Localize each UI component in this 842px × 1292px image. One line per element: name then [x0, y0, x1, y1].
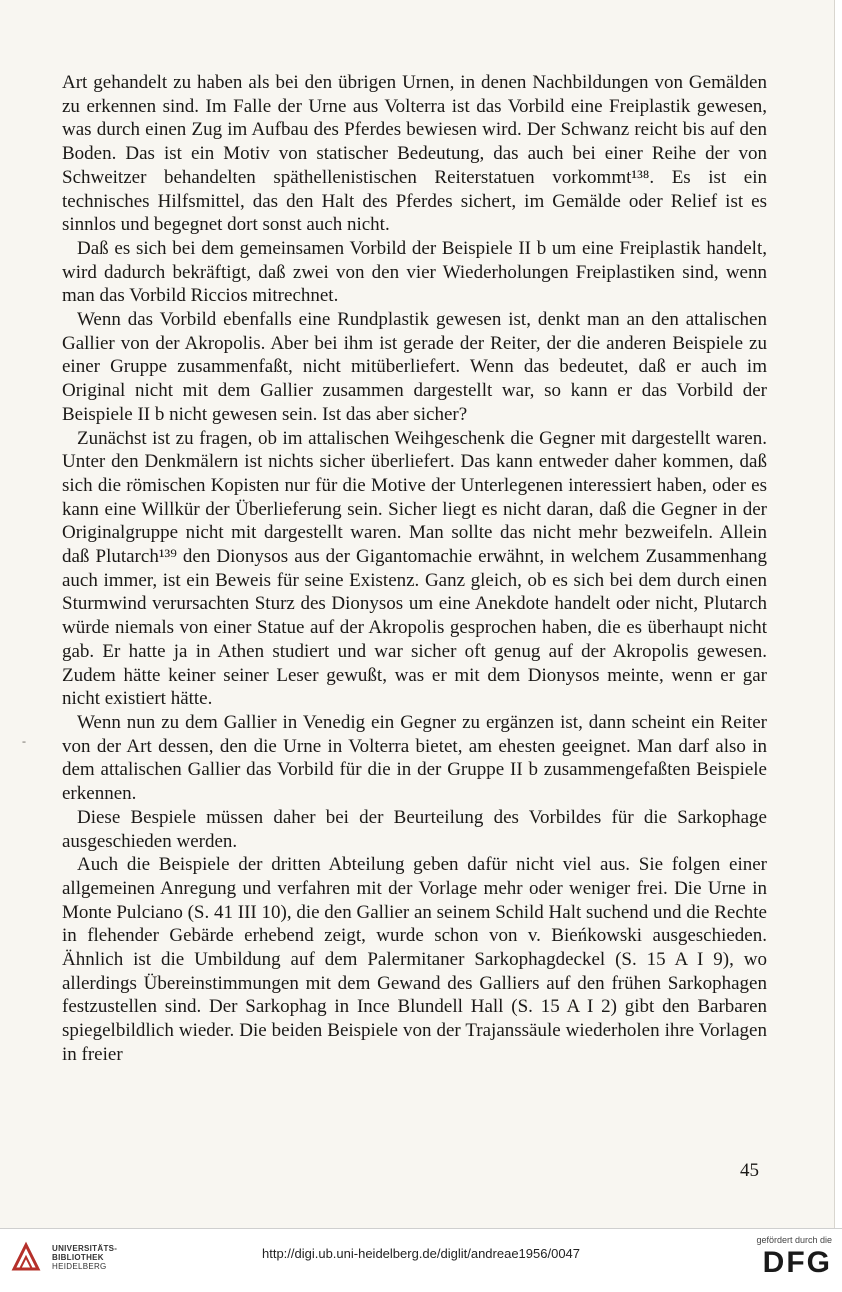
dfg-logo: DFG — [762, 1246, 832, 1279]
logo-line: BIBLIOTHEK — [52, 1252, 104, 1262]
paragraph: Diese Bespiele müssen daher bei der Beurteilung des Vorbildes für die Sarkophage ausgeschieden werden. — [62, 806, 767, 852]
university-library-logo[interactable] — [8, 1239, 117, 1275]
margin-mark: - — [22, 734, 26, 748]
page-number: 45 — [740, 1160, 759, 1181]
paragraph: Wenn das Vorbild ebenfalls eine Rundplastik gewesen ist, denkt man an den attalischen Gallier von der Akropolis. Aber bei ihm ist gerade der Reiter, der die anderen Beispiele zu einer Gruppe zusammenfaßt, nicht mitüberliefert. Wenn das bedeutet, daß er auch im Original nicht mit dem Gallier zusammen dargestellt war, so kann er das Vorbild der Beispiele II b nicht gewesen sein. Ist das aber sicher? — [62, 309, 767, 425]
document-url-link[interactable]: http://digi.ub.uni-heidelberg.de/diglit/andreae1956/0047 — [261, 1246, 581, 1261]
paragraph: Auch die Beispiele der dritten Abteilung geben dafür nicht viel aus. Sie folgen einer allgemeinen Anregung und verfahren mit der Vorlage mehr oder weniger frei. Die Urne in Monte Pulciano (S. 41 III 10), die den Gallier an seinem Schild Halt suchend und die Rechte in flehender Gebärde erhebend zeigt, wurde schon von v. Bieńkowski ausgeschieden. Ähnlich ist die Umbildung auf dem Palermitaner Sarkophagdeckel (S. 15 A I 9), wo allerdings Übereinstimmungen mit dem Gewand des Galliers auf den frühen Sarkophagen festzustellen sind. Der Sarkophag in Ince Blundell Hall (S. 15 A I 2) gibt den Barbaren spiegelbildlich wieder. Die beiden Beispiele von der Trajanssäule wiederholen ihre Vorlagen in freier — [62, 854, 767, 1065]
paragraph: Zunächst ist zu fragen, ob im attalischen Weihgeschenk die Gegner mit dargestellt waren. Unter den Denkmälern ist nichts sicher überliefert. Das kann entweder daher kommen, daß sich die römischen Kopisten nur für die Motive der Unterlegenen interessiert haben, oder es kann eine Willkür der Überlieferung sein. Sicher liegt es nicht daran, daß die Gegner in der Originalgruppe nicht mit dargestellt waren. Man sollte das nicht mehr bezweifeln. Allein daß Plutarch¹³⁹ den Dionysos aus der Gigantomachie erwähnt, in welchem Zusammenhang auch immer, ist ein Beweis für seine Existenz. Ganz gleich, ob es sich bei dem durch einen Sturmwind verursachten Sturz des Dionysos um eine Anekdote handelt oder nicht, Plutarch würde niemals von einer Statue auf der Akropolis gesprochen haben, die es überhaupt nicht gab. Er hatte ja in Athen studiert und war sicher oft genug auf der Akropolis gewesen. Zudem hätte keiner seiner Leser gewußt, was er mit dem Dionysos meinte, wenn er gar nicht existiert hätte. — [62, 427, 767, 710]
logo-line: UNIVERSITÄTS- — [52, 1243, 118, 1253]
library-logo-icon — [8, 1239, 44, 1275]
viewer-footer — [0, 1228, 842, 1292]
library-logo-text — [52, 1244, 117, 1271]
dfg-logo-block[interactable] — [756, 1235, 832, 1279]
dfg-caption: gefördert durch die — [756, 1235, 832, 1245]
logo-line: HEIDELBERG — [52, 1261, 107, 1271]
paragraph: Daß es sich bei dem gemeinsamen Vorbild der Beispiele II b um eine Freiplastik handelt, wird dadurch bekräftigt, daß zwei von den vier Wiederholungen Freiplastiken sind, wenn man das Vorbild Riccios mitrechnet. — [62, 237, 767, 307]
paragraph: Wenn nun zu dem Gallier in Venedig ein Gegner zu ergänzen ist, dann scheint ein Reiter von der Art dessen, den die Urne in Volterra bietet, am ehesten geeignet. Man darf also in dem attalischen Gallier das Vorbild für die in der Gruppe II b zusammengefaßten Beispiele erkennen. — [62, 711, 767, 805]
paragraph: Art gehandelt zu haben als bei den übrigen Urnen, in denen Nachbildungen von Gemälden zu erkennen sind. Im Falle der Urne aus Volterra ist das Vorbild eine Freiplastik gewesen, was durch einen Zug im Aufbau des Pferdes bewiesen wird. Der Schwanz reicht bis auf den Boden. Das ist ein Motiv von statischer Bedeutung, das auch bei einer Reihe der von Schweitzer behandelten späthellenistischen Reiterstatuen vorkommt¹³⁸. Es ist ein technisches Hilfsmittel, das den Halt des Pferdes sichert, im Gemälde oder Relief ist es sinnlos und begegnet dort sonst auch nicht. — [62, 72, 767, 236]
body-text — [62, 71, 767, 1067]
